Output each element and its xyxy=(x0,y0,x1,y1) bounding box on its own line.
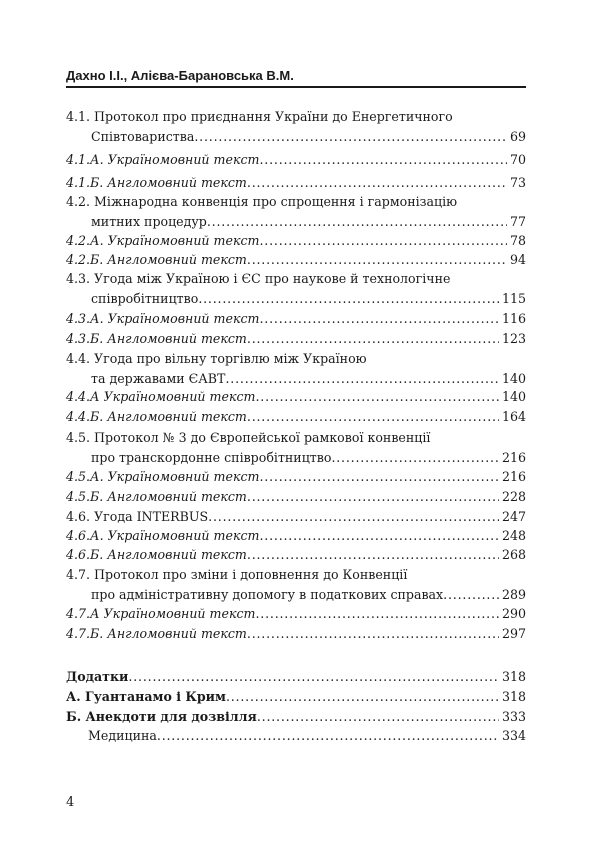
toc-entry-4-6 xyxy=(66,507,526,527)
toc-entry-page: 140 xyxy=(501,389,526,404)
toc-entry-page: 318 xyxy=(501,669,526,684)
toc-entry-page: 216 xyxy=(501,469,526,484)
toc-entry-4-1-a xyxy=(66,150,526,170)
toc-entry-title-cont: про транскордонне співробітництво xyxy=(91,450,332,465)
toc-entry-title: 4.7. Протокол про зміни і доповнення до Конвенції xyxy=(66,567,408,582)
toc-entry-title: 4.3.Б. Англомовний текст xyxy=(66,331,247,346)
dot-leader xyxy=(128,667,499,687)
toc-entry-4-2-a xyxy=(66,231,526,251)
toc-entry-title: 4.6.Б. Англомовний текст xyxy=(66,547,247,562)
toc-entry-title-cont: митних процедур xyxy=(91,214,207,229)
toc-entry-page: 268 xyxy=(501,547,526,562)
toc-entry-page: 69 xyxy=(509,129,526,144)
dot-leader xyxy=(331,448,499,468)
toc-entry-page: 73 xyxy=(509,175,526,190)
toc-entry-4-3-a xyxy=(66,309,526,329)
toc-entry-title: 4.4.Б. Англомовний текст xyxy=(66,409,247,424)
toc-entry-4-6-b xyxy=(66,545,526,565)
toc-entry-page: 140 xyxy=(501,371,526,386)
toc-entry-4-1-b xyxy=(66,173,526,193)
toc-entry-page: 297 xyxy=(501,626,526,641)
toc-entry-page: 164 xyxy=(501,409,526,424)
toc-entry-title: 4.6. Угода INTERBUS xyxy=(66,509,209,524)
dot-leader xyxy=(255,604,498,624)
toc-entry-page: 70 xyxy=(509,152,526,167)
toc-entry-title: 4.5. Протокол № 3 до Європейської рамкової конвенції xyxy=(66,430,431,445)
toc-entry-4-4-a xyxy=(66,387,526,407)
toc-entry-title: Медицина xyxy=(88,728,157,743)
dot-leader xyxy=(247,329,499,349)
running-head: Дахно І.І., Алієва-Барановська В.М. xyxy=(66,68,294,83)
toc-entry-4-3 xyxy=(66,269,526,309)
toc-entry-page: 123 xyxy=(501,331,526,346)
toc-entry-title: 4.4. Угода про вільну торгівлю між Україною xyxy=(66,351,367,366)
toc-entry-title: 4.7.Б. Англомовний текст xyxy=(66,626,247,641)
dot-leader xyxy=(247,624,499,644)
toc-entry-page: 228 xyxy=(501,489,526,504)
dot-leader xyxy=(259,231,507,251)
dot-leader xyxy=(226,687,499,707)
toc-entry-page: 247 xyxy=(501,509,526,524)
toc-entry-page: 334 xyxy=(501,728,526,743)
toc-entry-anecdotes xyxy=(66,707,526,727)
toc-entry-medicine xyxy=(88,726,526,746)
dot-leader xyxy=(255,387,498,407)
toc-entry-title: 4.1.Б. Англомовний текст xyxy=(66,175,247,190)
toc-entry-title: А. Гуантанамо і Крим xyxy=(66,689,226,704)
dot-leader xyxy=(259,309,498,329)
dot-leader xyxy=(247,407,499,427)
toc-entry-4-7 xyxy=(66,565,526,605)
toc-entry-title: 4.5.А. Україномовний текст xyxy=(66,469,260,484)
toc-entry-title-cont: співробітництво xyxy=(91,291,199,306)
toc-entry-title: 4.6.А. Україномовний текст xyxy=(66,528,260,543)
toc-entry-4-2 xyxy=(66,192,526,232)
toc-entry-title: 4.2. Міжнародна конвенція про спрощення і гармонізацію xyxy=(66,194,458,209)
dot-leader xyxy=(207,212,507,232)
dot-leader xyxy=(247,250,507,270)
dot-leader xyxy=(259,150,507,170)
dot-leader xyxy=(259,526,498,546)
toc-entry-title: 4.4.А Україномовний текст xyxy=(66,389,256,404)
toc-entry-4-4-b xyxy=(66,407,526,427)
toc-entry-4-4 xyxy=(66,349,526,389)
toc-entry-page: 289 xyxy=(501,587,526,602)
toc-entry-title: 4.2.А. Україномовний текст xyxy=(66,233,260,248)
dot-leader xyxy=(247,487,499,507)
toc-entry-page: 248 xyxy=(501,528,526,543)
toc-entry-title: 4.3. Угода між Україною і ЄС про наукове й технологічне xyxy=(66,271,451,286)
toc-entry-4-5-a xyxy=(66,467,526,487)
toc-entry-page: 216 xyxy=(501,450,526,465)
toc-entry-4-7-b xyxy=(66,624,526,644)
toc-entry-title-cont: про адміністративну допомогу в податкових справах xyxy=(91,587,444,602)
toc-entry-title: 4.7.А Україномовний текст xyxy=(66,606,256,621)
toc-entry-page: 318 xyxy=(501,689,526,704)
dot-leader xyxy=(194,127,507,147)
dot-leader xyxy=(198,289,499,309)
dot-leader xyxy=(257,707,499,727)
toc-entry-page: 333 xyxy=(501,709,526,724)
toc-entry-page: 290 xyxy=(501,606,526,621)
toc-entry-4-2-b xyxy=(66,250,526,270)
toc-entry-page: 94 xyxy=(509,252,526,267)
toc-entry-title: 4.3.А. Україномовний текст xyxy=(66,311,260,326)
toc-entry-4-5-b xyxy=(66,487,526,507)
dot-leader xyxy=(208,507,499,527)
header-rule xyxy=(66,86,526,88)
toc-entry-page: 116 xyxy=(501,311,526,326)
dot-leader xyxy=(225,369,498,389)
toc-entry-title: 4.1.А. Україномовний текст xyxy=(66,152,260,167)
toc-entry-guantanamo-crimea xyxy=(66,687,526,707)
toc-entry-title: 4.2.Б. Англомовний текст xyxy=(66,252,247,267)
dot-leader xyxy=(247,173,507,193)
toc-entry-title: Б. Анекдоти для дозвілля xyxy=(66,709,257,724)
toc-entry-title-cont: та державами ЄАВТ xyxy=(91,371,226,386)
toc-entry-title-cont: Співтовариства xyxy=(91,129,195,144)
dot-leader xyxy=(157,726,499,746)
dot-leader xyxy=(259,467,498,487)
toc-entry-title: Додатки xyxy=(66,669,129,684)
page-number: 4 xyxy=(66,795,75,810)
toc-entry-title: 4.1. Протокол про приєднання України до Енергетичного xyxy=(66,109,453,124)
dot-leader xyxy=(443,585,499,605)
toc-entry-4-3-b xyxy=(66,329,526,349)
toc-entry-page: 115 xyxy=(501,291,526,306)
toc-entry-page: 78 xyxy=(509,233,526,248)
toc-entry-4-6-a xyxy=(66,526,526,546)
toc-entry-page: 77 xyxy=(509,214,526,229)
toc-entry-appendix xyxy=(66,667,526,687)
toc-entry-title: 4.5.Б. Англомовний текст xyxy=(66,489,247,504)
toc-entry-4-7-a xyxy=(66,604,526,624)
toc-entry-4-1 xyxy=(66,107,526,147)
dot-leader xyxy=(247,545,499,565)
toc-entry-4-5 xyxy=(66,428,526,468)
